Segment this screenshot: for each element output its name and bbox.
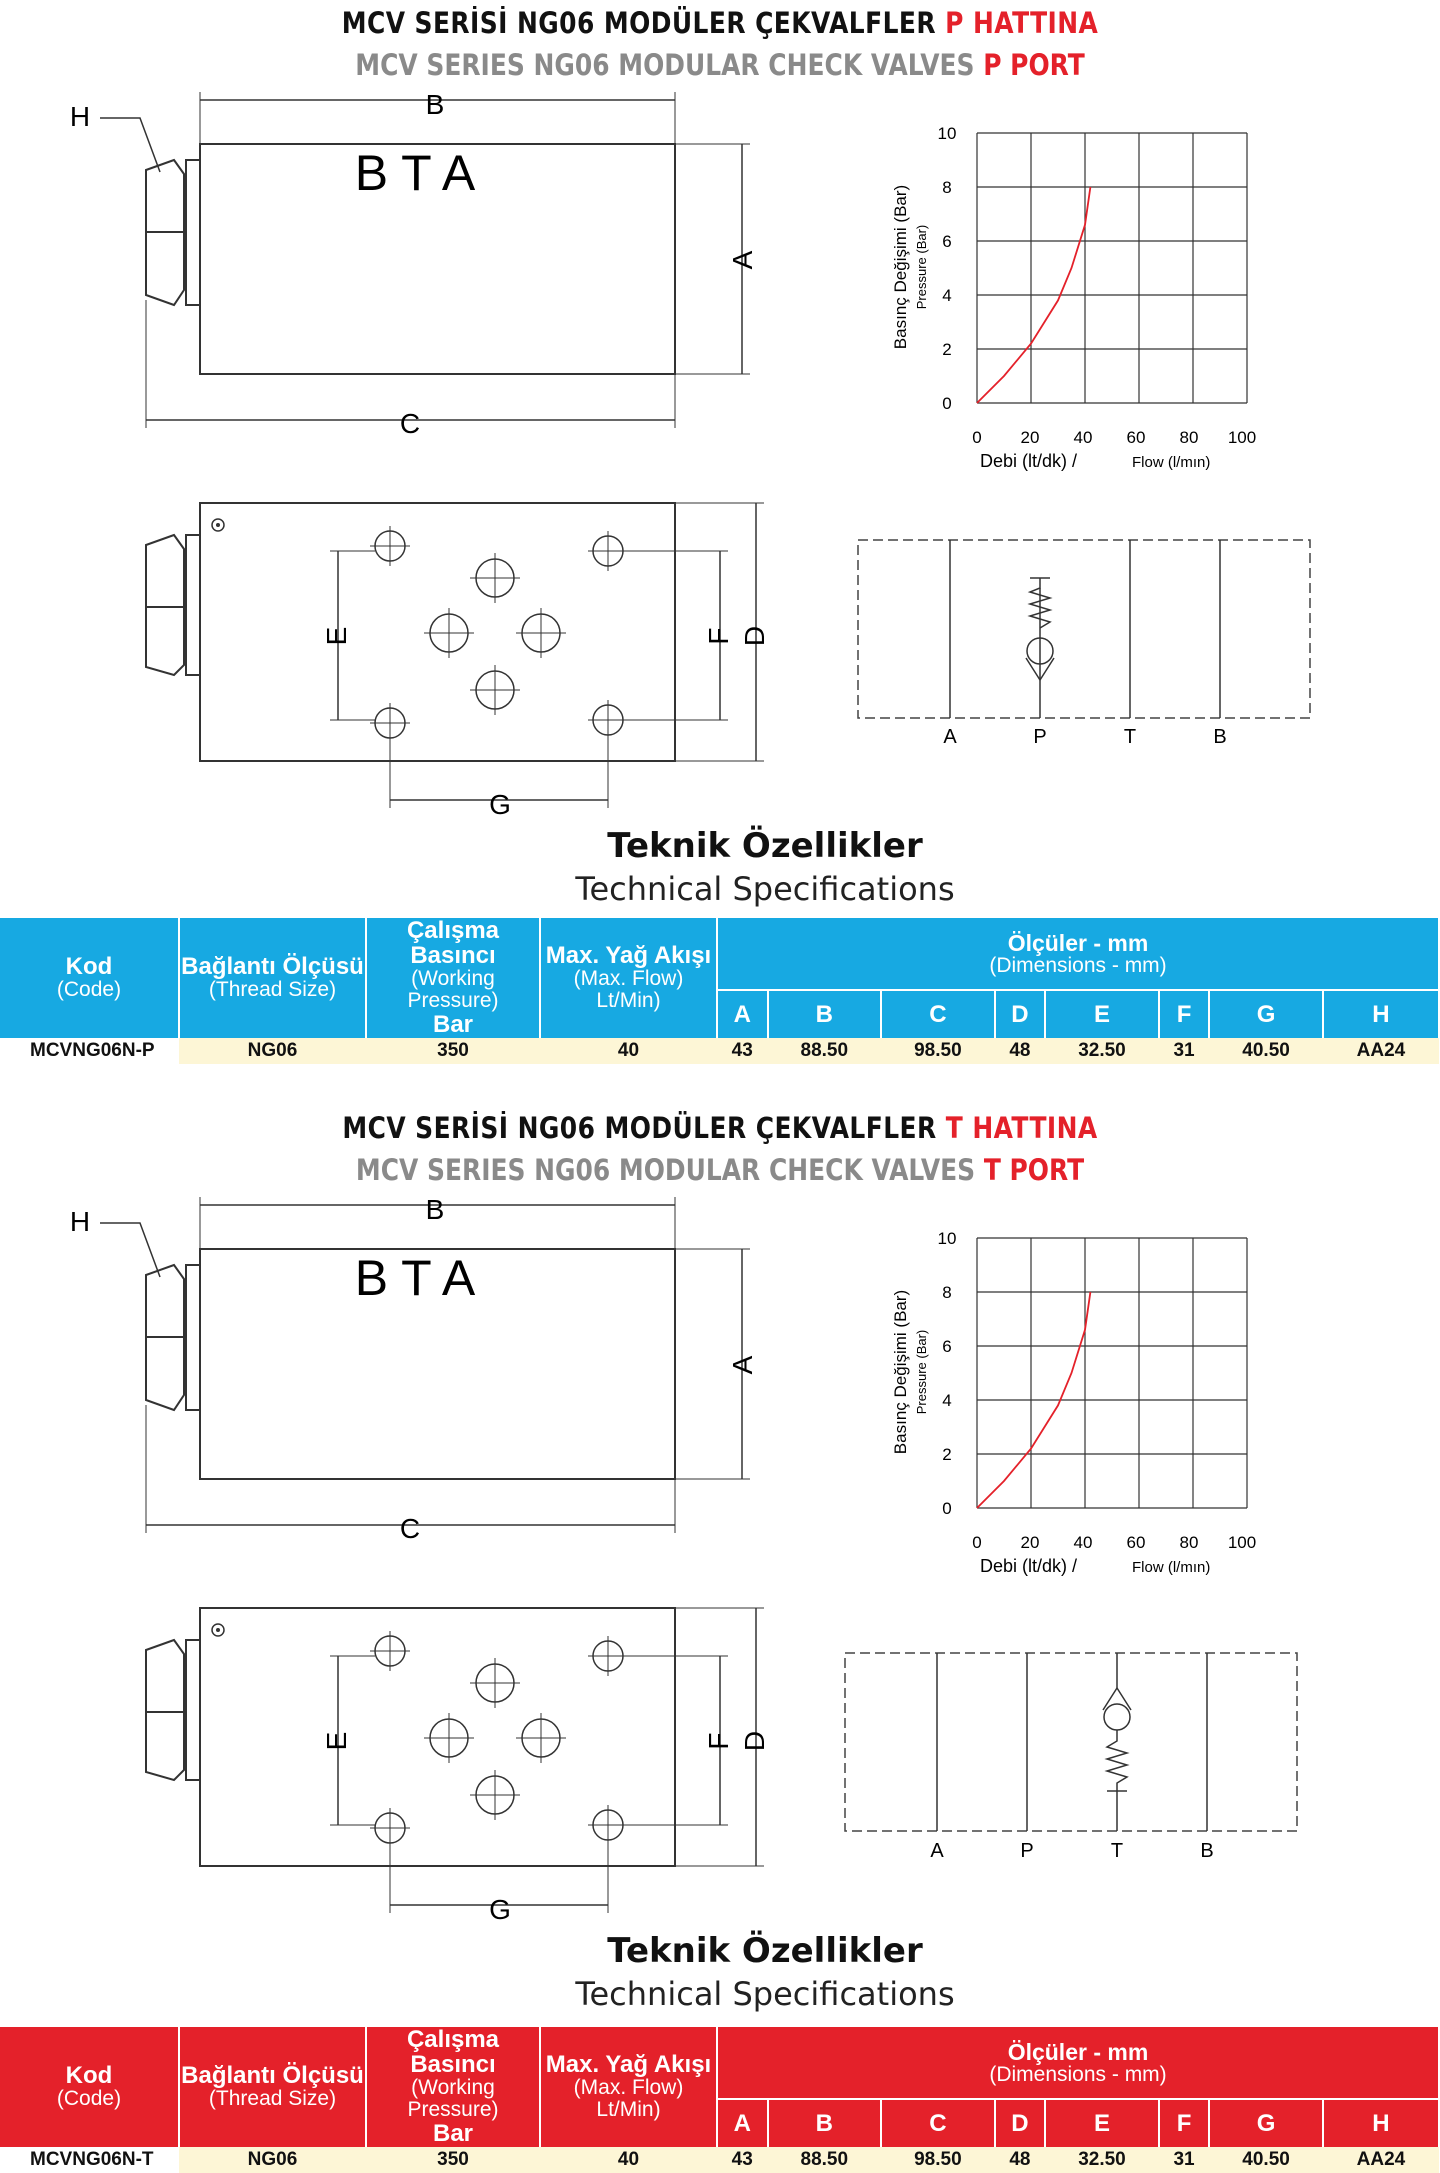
title-english: MCV SERIES NG06 MODULAR CHECK VALVES T PORT <box>355 1153 1085 1187</box>
dim-a-label: A <box>727 1355 758 1375</box>
port-label-p: P <box>1033 726 1047 748</box>
y-tick-label: 4 <box>942 286 952 305</box>
brand-label: B T A <box>354 1250 476 1306</box>
col-a: A <box>717 2099 768 2146</box>
dim-e-label: E <box>321 626 352 646</box>
x-tick-label: 40 <box>1073 428 1093 447</box>
chart-ylabel-en: Pressure (Bar) <box>914 1329 929 1415</box>
y-tick-label: 2 <box>942 1445 952 1464</box>
table-row: MCVNG06N-T NG06 350 40 43 88.50 98.50 48 32.50 31 40.50 AA24 <box>0 2147 1439 2173</box>
table-row: MCVNG06N-P NG06 350 40 43 88.50 98.50 48 32.50 31 40.50 AA24 <box>0 1038 1439 1064</box>
col-code: Kod (Code) <box>0 918 179 1038</box>
col-c: C <box>881 2099 995 2146</box>
col-pressure: Çalışma Basıncı (Working Pressure) Bar <box>366 2027 540 2147</box>
port-label-p: P <box>1020 1840 1034 1862</box>
y-tick-label: 10 <box>937 124 957 143</box>
col-e: E <box>1045 990 1159 1037</box>
valve-body-bottom <box>200 503 675 761</box>
pressure-flow-chart <box>891 1229 1256 1576</box>
col-b: B <box>768 2099 882 2146</box>
y-tick-label: 0 <box>942 1499 952 1518</box>
spec-table <box>0 918 1440 1064</box>
x-tick-label: 0 <box>972 428 982 447</box>
col-dimensions: Ölçüler - mm (Dimensions - mm) <box>717 2027 1439 2099</box>
dim-c-label: C <box>399 1513 421 1544</box>
col-b: B <box>768 990 882 1037</box>
col-a: A <box>717 990 768 1037</box>
dim-f-label: F <box>703 627 734 645</box>
chart-xlabel-tr: Debi (lt/dk) / <box>979 1556 1077 1576</box>
chart-y-ticks <box>938 1229 957 1518</box>
port-holes <box>375 1636 623 1843</box>
spec-title: Teknik Özellikler <box>607 1931 923 1971</box>
port-holes <box>375 531 623 738</box>
spec-subtitle: Technical Specifications <box>575 870 955 908</box>
chart-xlabel-tr: Debi (lt/dk) / <box>979 451 1077 471</box>
port-label-t: T <box>1123 726 1137 748</box>
chart-ylabel-tr: Basınç Değişimi (Bar) <box>891 1289 910 1455</box>
hydraulic-schematic <box>858 540 1310 748</box>
dim-b-label: B <box>425 89 445 120</box>
y-tick-label: 8 <box>942 178 952 197</box>
port-label-b: B <box>1213 726 1227 748</box>
col-flow: Max. Yağ Akışı (Max. Flow) Lt/Min) <box>540 918 717 1038</box>
port-label-b: B <box>1200 1840 1214 1862</box>
dim-h-label: H <box>69 1206 91 1237</box>
x-tick-label: 40 <box>1073 1533 1093 1552</box>
y-tick-label: 6 <box>942 232 952 251</box>
chart-ylabel-tr: Basınç Değişimi (Bar) <box>891 184 910 350</box>
technical-drawing <box>0 1105 1440 1975</box>
section-t-port <box>0 1105 1440 2170</box>
x-tick-label: 80 <box>1179 1533 1199 1552</box>
dim-h-label: H <box>69 101 91 132</box>
chart-grid <box>977 1238 1247 1508</box>
x-tick-label: 100 <box>1227 1533 1257 1552</box>
col-d: D <box>995 2099 1046 2146</box>
col-thread: Bağlantı Ölçüsü (Thread Size) <box>179 918 366 1038</box>
y-tick-label: 6 <box>942 1337 952 1356</box>
x-tick-label: 80 <box>1179 428 1199 447</box>
y-tick-label: 8 <box>942 1283 952 1302</box>
section-p-port <box>0 0 1440 1061</box>
y-tick-label: 0 <box>942 394 952 413</box>
dim-e-label: E <box>321 1731 352 1751</box>
x-tick-label: 60 <box>1126 428 1146 447</box>
col-f: F <box>1159 2099 1210 2146</box>
x-tick-label: 100 <box>1227 428 1257 447</box>
col-g: G <box>1209 2099 1323 2146</box>
spec-table <box>0 2027 1440 2173</box>
valve-body-bottom <box>200 1608 675 1866</box>
dim-d-label: D <box>739 625 770 647</box>
spec-title: Teknik Özellikler <box>607 826 923 866</box>
hole-crosshairs <box>370 1631 628 1848</box>
chart-xlabel-en: Flow (l/mın) <box>1132 454 1211 471</box>
col-pressure: Çalışma Basıncı (Working Pressure) Bar <box>366 918 540 1038</box>
y-tick-label: 10 <box>937 1229 957 1248</box>
dim-a-label: A <box>727 250 758 270</box>
col-h: H <box>1323 990 1439 1037</box>
dim-f-label: F <box>703 1732 734 1750</box>
dim-b-label: B <box>425 1194 445 1225</box>
col-c: C <box>881 990 995 1037</box>
title-english: MCV SERIES NG06 MODULAR CHECK VALVES P PORT <box>355 48 1085 82</box>
chart-x-ticks <box>972 428 1256 447</box>
dim-c-label: C <box>399 408 421 439</box>
chart-ylabel-en: Pressure (Bar) <box>914 224 929 310</box>
port-label-a: A <box>930 1840 944 1862</box>
spec-subtitle: Technical Specifications <box>575 1975 955 2013</box>
col-f: F <box>1159 990 1210 1037</box>
brand-label: B T A <box>354 145 476 201</box>
col-h: H <box>1323 2099 1439 2146</box>
x-tick-label: 60 <box>1126 1533 1146 1552</box>
pressure-flow-chart <box>891 124 1256 471</box>
col-g: G <box>1209 990 1323 1037</box>
dim-g-label: G <box>489 789 511 820</box>
port-label-t: T <box>1110 1840 1124 1862</box>
col-flow: Max. Yağ Akışı (Max. Flow) Lt/Min) <box>540 2027 717 2147</box>
port-label-a: A <box>943 726 957 748</box>
chart-x-ticks <box>972 1533 1256 1552</box>
y-tick-label: 2 <box>942 340 952 359</box>
y-tick-label: 4 <box>942 1391 952 1410</box>
col-e: E <box>1045 2099 1159 2146</box>
chart-xlabel-en: Flow (l/mın) <box>1132 1559 1211 1576</box>
col-thread: Bağlantı Ölçüsü (Thread Size) <box>179 2027 366 2147</box>
x-tick-label: 0 <box>972 1533 982 1552</box>
col-code: Kod (Code) <box>0 2027 179 2147</box>
col-dimensions: Ölçüler - mm (Dimensions - mm) <box>717 918 1439 990</box>
chart-grid <box>977 133 1247 403</box>
hole-crosshairs <box>370 526 628 743</box>
col-d: D <box>995 990 1046 1037</box>
technical-drawing <box>0 0 1440 870</box>
title-turkish: MCV SERİSİ NG06 MODÜLER ÇEKVALFLER P HATTINA <box>341 6 1099 40</box>
hydraulic-schematic <box>845 1653 1297 1862</box>
dim-d-label: D <box>739 1730 770 1752</box>
x-tick-label: 20 <box>1020 1533 1040 1552</box>
title-turkish: MCV SERİSİ NG06 MODÜLER ÇEKVALFLER T HATTINA <box>342 1111 1098 1145</box>
dim-g-label: G <box>489 1894 511 1925</box>
x-tick-label: 20 <box>1020 428 1040 447</box>
chart-y-ticks <box>938 124 957 413</box>
